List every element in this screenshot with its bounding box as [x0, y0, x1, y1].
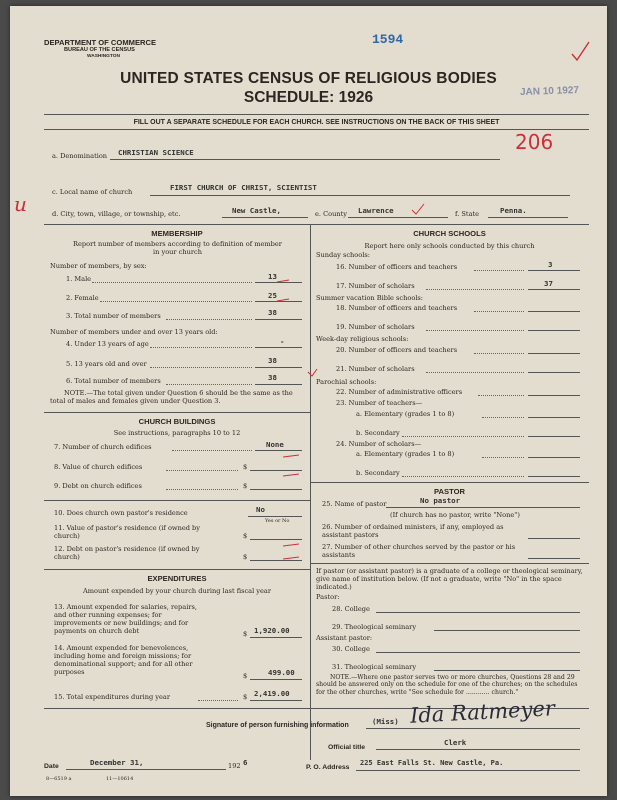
- graduate-intro: If pastor (or assistant pastor) is a graduate of a college or theological seminary, give name of institution below. (If not a graduate, write "No" in the space indicated.): [316, 567, 583, 591]
- address-label: P. O. Address: [306, 764, 350, 771]
- county-value: Lawrence: [358, 206, 394, 215]
- red-tick-icon: [275, 289, 305, 309]
- q23-label: 23. Number of teachers—: [336, 399, 423, 407]
- official-title-value: Clerk: [444, 738, 467, 747]
- red-tick-icon: [275, 466, 305, 486]
- red-annotation-letter: u: [14, 192, 27, 216]
- print-code: 11—10614: [106, 776, 134, 782]
- q11-label: 11. Value of pastor's residence (if owned by church): [54, 524, 200, 540]
- bureau-name: BUREAU OF THE CENSUS: [64, 47, 135, 53]
- q23a-label: a. Elementary (grades 1 to 8): [356, 410, 455, 418]
- q4-value: -: [280, 337, 285, 346]
- red-tick-icon: [275, 270, 305, 290]
- q7-label: 7. Number of church edifices: [54, 443, 152, 451]
- assistant-subheading: Assistant pastor:: [316, 634, 373, 642]
- membership-note: NOTE.—The total given under Question 6 should be the same as the total of males and females given under Question 3.: [50, 389, 293, 405]
- q13-label: 13. Amount expended for salaries, repairs, and other running expenses; for improvements or new buildings; and for payments on church debt: [54, 603, 197, 635]
- instruction-banner: FILL OUT A SEPARATE SCHEDULE FOR EACH CHURCH. SEE INSTRUCTIONS ON THE BACK OF THIS SHEET: [133, 119, 500, 126]
- vacation-schools-label: Summer vacation Bible schools:: [316, 294, 424, 302]
- q15-label: 15. Total expenditures during year: [54, 693, 170, 701]
- q12-dollar-sign: $: [243, 553, 248, 561]
- expenditures-title: EXPENDITURES: [147, 574, 207, 583]
- q29-label: 29. Theological seminary: [332, 623, 417, 631]
- form-code: 8—6519 a: [46, 776, 72, 782]
- expenditures-intro: Amount expended by your church during last fiscal year: [82, 587, 272, 595]
- pastor-title: PASTOR: [434, 487, 465, 496]
- schools-title: CHURCH SCHOOLS: [413, 229, 486, 238]
- bureau-city: WASHINGTON: [87, 54, 120, 59]
- q10-label: 10. Does church own pastor's residence: [54, 509, 188, 517]
- parochial-schools-label: Parochial schools:: [316, 378, 377, 386]
- buildings-intro: See instructions, paragraphs 10 to 12: [113, 429, 241, 437]
- q14-value: 499.00: [268, 668, 295, 677]
- q2-value: 25: [268, 291, 277, 300]
- q24-label: 24. Number of scholars—: [336, 440, 422, 448]
- schedule-number: 1594: [372, 32, 404, 47]
- q3-label: 3. Total number of members: [66, 312, 161, 320]
- city-label: d. City, town, village, or township, etc.: [52, 210, 181, 218]
- q8-dollar-sign: $: [243, 463, 248, 471]
- department-name: DEPARTMENT OF COMMERCE: [44, 38, 157, 47]
- q13-dollar-sign: $: [243, 630, 248, 638]
- date-label: Date: [44, 763, 59, 770]
- membership-title: MEMBERSHIP: [151, 229, 203, 238]
- q12-label: 12. Debt on pastor's residence (if owned by church): [54, 545, 200, 561]
- red-tick-icon: [275, 549, 305, 569]
- signature-handwriting: Ida Ratmeyer: [409, 696, 556, 728]
- q1-label: 1. Male: [66, 275, 92, 283]
- q17-value: 37: [544, 279, 553, 288]
- county-label: e. County: [315, 210, 347, 218]
- q23b-label: b. Secondary: [356, 429, 400, 437]
- q31-label: 31. Theological seminary: [332, 663, 417, 671]
- q17-label: 17. Number of scholars: [336, 282, 415, 290]
- pastor-subheading: Pastor:: [316, 593, 340, 601]
- denomination-label: a. Denomination: [52, 152, 108, 160]
- q20-label: 20. Number of officers and teachers: [336, 346, 458, 354]
- red-tick-icon: [275, 447, 305, 467]
- schools-intro: Report here only schools conducted by this church: [364, 242, 535, 250]
- q5-label: 5. 13 years old and over: [66, 360, 147, 368]
- membership-intro: Report number of members according to definition of member in your church: [73, 240, 282, 256]
- q9-label: 9. Debt on church edifices: [54, 482, 142, 490]
- sunday-schools-label: Sunday schools:: [316, 251, 370, 259]
- weekday-schools-label: Week-day religious schools:: [316, 335, 409, 343]
- q15-dollar-sign: $: [243, 693, 248, 701]
- q8-label: 8. Value of church edifices: [54, 463, 143, 471]
- q15-value: 2,419.00: [254, 689, 290, 698]
- state-value: Penna.: [500, 206, 527, 215]
- q30-label: 30. College: [332, 645, 370, 653]
- signature-label: Signature of person furnishing information: [206, 722, 349, 729]
- year-prefix: 192: [228, 762, 241, 770]
- q18-label: 18. Number of officers and teachers: [336, 304, 458, 312]
- q16-label: 16. Number of officers and teachers: [336, 263, 458, 271]
- red-tick-icon: [410, 202, 430, 218]
- q28-label: 28. College: [332, 605, 370, 613]
- q10-value: No: [256, 505, 265, 514]
- red-tick-icon: [306, 366, 320, 380]
- q24a-label: a. Elementary (grades 1 to 8): [356, 450, 455, 458]
- members-by-sex-label: Number of members, by sex:: [50, 262, 147, 270]
- q13-value: 1,920.00: [254, 626, 290, 635]
- denomination-value: CHRISTIAN SCIENCE: [118, 148, 194, 157]
- q9-dollar-sign: $: [243, 482, 248, 490]
- q14-dollar-sign: $: [243, 672, 248, 680]
- q19-label: 19. Number of scholars: [336, 323, 415, 331]
- date-value: December 31,: [90, 758, 144, 767]
- official-title-label: Official title: [328, 744, 366, 751]
- buildings-title: CHURCH BUILDINGS: [138, 417, 216, 426]
- year-suffix: 6: [243, 758, 248, 767]
- q6-value: 38: [268, 373, 277, 382]
- signature-prefix: (Miss): [372, 717, 399, 726]
- address-value: 225 East Falls St. New Castle, Pa.: [360, 759, 504, 767]
- q5-value: 38: [268, 356, 277, 365]
- check-mark-icon: [570, 40, 592, 64]
- local-name-label: c. Local name of church: [52, 188, 133, 196]
- q2-label: 2. Female: [66, 294, 99, 302]
- q21-label: 21. Number of scholars: [336, 365, 415, 373]
- local-name-value: FIRST CHURCH OF CHRIST, SCIENTIST: [170, 183, 317, 192]
- pastor-note: NOTE.—Where one pastor serves two or more churches, Questions 28 and 29 should be answered only on the schedule for one of the churches; on the schedules for the other churches, write "See schedule for ............ church.": [316, 674, 578, 696]
- q24b-label: b. Secondary: [356, 469, 400, 477]
- members-by-age-label: Number of members under and over 13 years old:: [50, 328, 218, 336]
- q1-value: 13: [268, 272, 277, 281]
- q4-label: 4. Under 13 years of age: [66, 340, 149, 348]
- q26-label: 26. Number of ordained ministers, if any, employed as assistant pastors: [322, 523, 504, 539]
- q22-label: 22. Number of administrative officers: [336, 388, 463, 396]
- state-label: f. State: [455, 210, 480, 218]
- q27-label: 27. Number of other churches served by the pastor or his assistants: [322, 543, 516, 559]
- city-value: New Castle,: [232, 206, 281, 215]
- form-title: UNITED STATES CENSUS OF RELIGIOUS BODIES: [120, 70, 497, 87]
- q16-value: 3: [548, 260, 553, 269]
- q11-dollar-sign: $: [243, 532, 248, 540]
- q3-value: 38: [268, 308, 277, 317]
- q25-value: No pastor: [420, 496, 461, 505]
- q10-hint: Yes or No: [265, 518, 290, 524]
- q25-hint: (If church has no pastor, write "None"): [390, 511, 520, 519]
- q25-label: 25. Name of pastor: [322, 500, 387, 508]
- q7-value: None: [266, 440, 284, 449]
- red-annotation-number: 206: [515, 130, 554, 154]
- q14-label: 14. Amount expended for benevolences, including home and foreign missions; for denominational support; and for all other purposes: [54, 644, 193, 676]
- form-subtitle: SCHEDULE: 1926: [243, 89, 374, 106]
- census-schedule-form: [10, 6, 607, 796]
- q6-label: 6. Total number of members: [66, 377, 161, 385]
- received-date-stamp: JAN 10 1927: [519, 84, 580, 99]
